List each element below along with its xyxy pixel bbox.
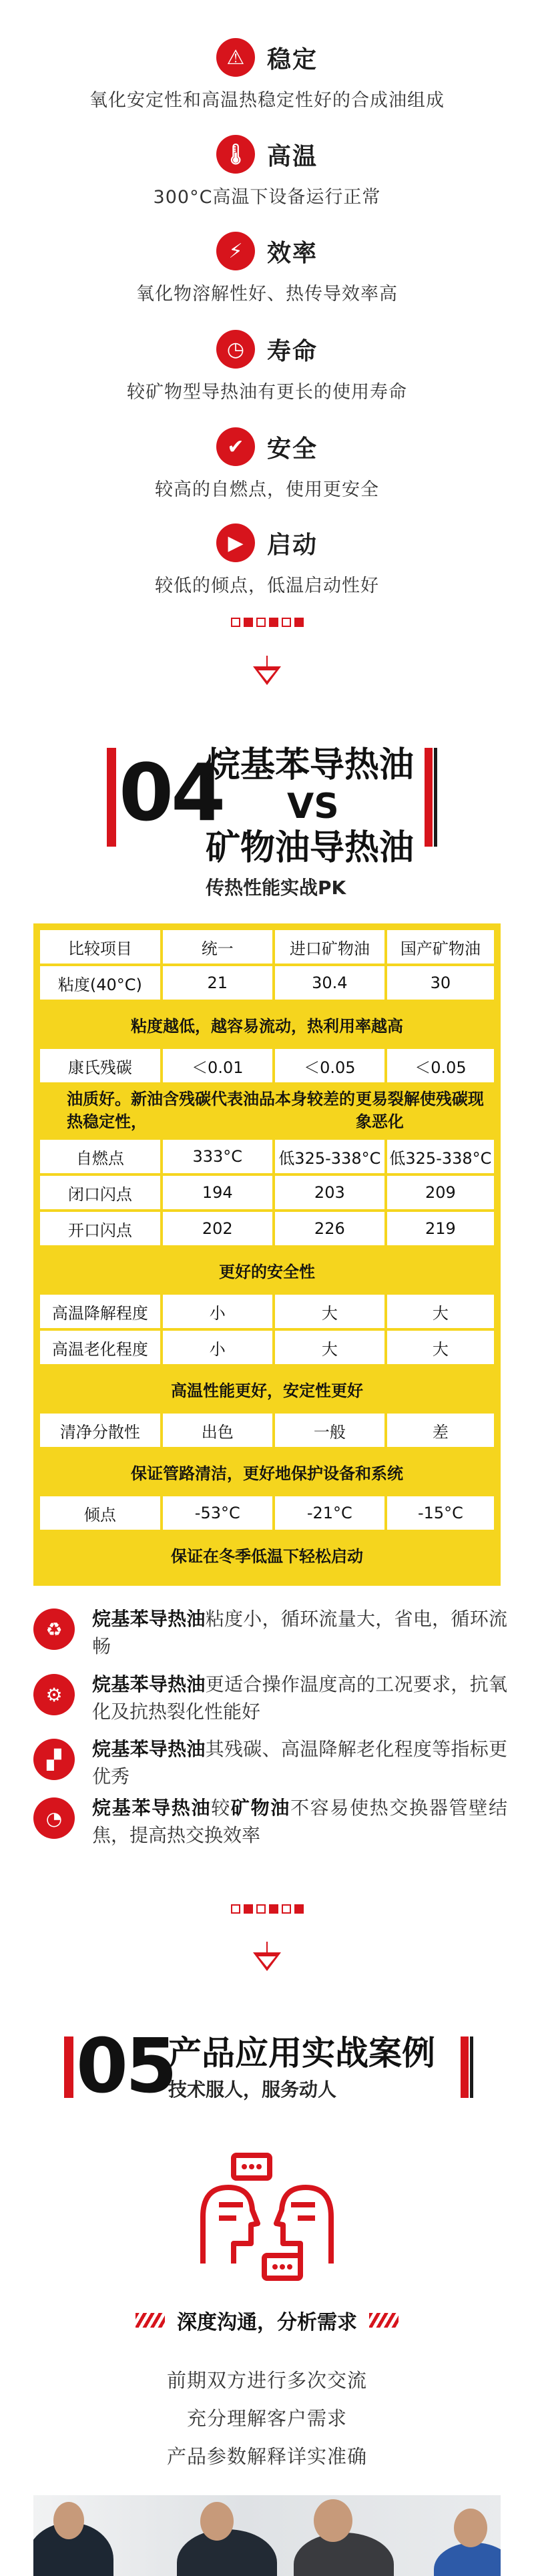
feature-description: 氧化物溶解性好、热传导效率高 <box>136 284 398 304</box>
person-head <box>454 2509 487 2547</box>
advantage-item <box>33 1795 507 1849</box>
conversation-icon <box>194 2150 340 2284</box>
feature-head <box>0 519 534 567</box>
advantage-body: 更适合操作温度高的工况要求，抗氧化及抗热裂化性能好 <box>92 1673 507 1723</box>
table-note: 高温性能更好，安定性更好 <box>171 1381 363 1400</box>
value-cell: 低325-338°C <box>275 1140 384 1173</box>
table-row <box>40 1176 494 1209</box>
dot <box>231 618 240 627</box>
value-cell: 大 <box>387 1331 494 1364</box>
row-label-cell: 高温老化程度 <box>40 1331 160 1364</box>
thermometer-icon: 🌡 <box>216 135 255 174</box>
dot <box>282 1904 291 1914</box>
table-row <box>40 1212 494 1245</box>
dot-active <box>294 1904 304 1914</box>
table-note <box>40 1085 494 1137</box>
feature-description: 氧化安定性和高温热稳定性好的合成油组成 <box>89 90 445 111</box>
clock-icon: ◷ <box>216 330 255 369</box>
row-label-cell: 清净分散性 <box>40 1414 160 1447</box>
feature-description: 较高的自燃点，使用更安全 <box>155 479 379 500</box>
timer-icon: ◔ <box>33 1797 75 1839</box>
value-cell: ＜0.01 <box>163 1049 272 1082</box>
value-cell: 小 <box>163 1331 272 1364</box>
value-cell: 低325-338°C <box>387 1140 494 1173</box>
table-row <box>40 1496 494 1530</box>
comparison-table <box>33 923 501 1586</box>
feature-item <box>0 519 534 597</box>
person-head <box>314 2499 352 2542</box>
section-number: 04 <box>119 746 224 839</box>
stripe-decoration <box>136 2313 165 2328</box>
down-arrow-icon <box>247 656 287 696</box>
play-icon: ▶ <box>216 523 255 562</box>
header-bar-right <box>425 748 433 847</box>
value-cell: 194 <box>163 1176 272 1209</box>
note-line: 更易裂解使残碳现象恶化 <box>355 1090 484 1131</box>
value-cell: 333°C <box>163 1140 272 1173</box>
value-cell: -15°C <box>387 1496 494 1530</box>
value-cell: 大 <box>275 1331 384 1364</box>
feature-head <box>0 130 534 178</box>
advantage-text <box>92 1671 507 1725</box>
value-cell: ＜0.05 <box>387 1049 494 1082</box>
advantage-item <box>33 1736 507 1790</box>
feature-description: 较矿物型导热油有更长的使用寿命 <box>127 382 407 403</box>
dot-active <box>294 618 304 627</box>
row-label-cell: 自燃点 <box>40 1140 160 1173</box>
feature-head <box>0 423 534 471</box>
value-cell: ＜0.05 <box>275 1049 384 1082</box>
value-cell: 21 <box>163 966 272 1000</box>
person-head <box>200 2502 234 2541</box>
meeting-photo <box>33 2495 501 2576</box>
text-line: 充分理解客户需求 <box>186 2407 347 2430</box>
header-bar-left <box>107 748 116 847</box>
advantage-compare: 矿物油 <box>230 1797 290 1819</box>
feature-title: 高温 <box>266 142 318 170</box>
value-cell: 226 <box>275 1212 384 1245</box>
advantage-text <box>92 1736 507 1790</box>
dot <box>256 1904 266 1914</box>
efficiency-icon: ⚡ <box>216 232 255 270</box>
advantage-item <box>33 1671 507 1725</box>
dot <box>231 1904 240 1914</box>
value-cell: 一般 <box>275 1414 384 1447</box>
person-head <box>53 2502 84 2539</box>
advantage-subject: 烷基苯导热油 <box>92 1673 206 1695</box>
table-note: 粘度越低，越容易流动，热利用率越高 <box>131 1016 403 1036</box>
text-line: 产品参数解释详实准确 <box>166 2445 367 2468</box>
table-header-row <box>40 930 494 963</box>
gear-icon: ⚙ <box>33 1674 75 1715</box>
stripe-decoration <box>369 2313 398 2328</box>
advantage-text <box>92 1606 507 1660</box>
pagination-dots <box>0 1904 534 1914</box>
advantage-text <box>92 1795 507 1849</box>
feature-title: 安全 <box>266 435 318 463</box>
blocks-icon: ▞ <box>33 1739 75 1780</box>
table-row <box>40 1295 494 1328</box>
row-label-cell: 粘度(40°C) <box>40 966 160 1000</box>
dot-active <box>269 618 278 627</box>
header-cell: 比较项目 <box>40 930 160 963</box>
table-note: 保证在冬季低温下轻松启动 <box>171 1546 363 1566</box>
table-note: 更好的安全性 <box>219 1262 315 1281</box>
value-cell: 大 <box>275 1295 384 1328</box>
warning-icon: ⚠ <box>216 38 255 77</box>
value-cell: 30 <box>387 966 494 1000</box>
table-row <box>40 1331 494 1364</box>
value-cell: 30.4 <box>275 966 384 1000</box>
row-label-cell: 开口闪点 <box>40 1212 160 1245</box>
value-cell: 小 <box>163 1295 272 1328</box>
header-bar-right <box>461 2036 469 2098</box>
header-bar-right-thin <box>470 2036 473 2098</box>
dot-active <box>269 1904 278 1914</box>
header-bar-left <box>64 2036 73 2098</box>
feature-title: 效率 <box>266 239 318 267</box>
subhead-text: 深度沟通，分析需求 <box>177 2311 357 2334</box>
advantage-item <box>33 1606 507 1660</box>
section-title-line1: 烷基苯导热油 <box>206 745 415 785</box>
section-subtitle: 技术服人，服务动人 <box>168 2079 337 2101</box>
dot <box>256 618 266 627</box>
value-cell: 219 <box>387 1212 494 1245</box>
advantage-body: 粘度小，循环流量大，省电，循环流畅 <box>92 1608 507 1657</box>
feature-item <box>0 423 534 501</box>
value-cell: 出色 <box>163 1414 272 1447</box>
advantage-subject: 烷基苯导热油 <box>92 1797 212 1819</box>
section-subtitle: 传热性能实战PK <box>206 877 346 899</box>
advantage-subject: 烷基苯导热油 <box>92 1738 206 1760</box>
section-title-line2: 矿物油导热油 <box>206 828 415 868</box>
value-cell: 203 <box>275 1176 384 1209</box>
feature-item <box>0 325 534 403</box>
feature-head <box>0 227 534 275</box>
dot-active <box>244 618 253 627</box>
header-cell: 进口矿物油 <box>275 930 384 963</box>
feature-item <box>0 227 534 305</box>
advantage-connector: 较 <box>211 1797 231 1819</box>
dot <box>282 618 291 627</box>
feature-head <box>0 33 534 81</box>
down-arrow-icon <box>247 1942 287 1982</box>
table-row <box>40 966 494 1000</box>
text-line: 前期双方进行多次交流 <box>166 2369 367 2392</box>
advantage-body: 不容易使热交换器管壁结焦，提高热交换效率 <box>92 1797 507 1846</box>
header-cell: 国产矿物油 <box>387 930 494 963</box>
value-cell: 209 <box>387 1176 494 1209</box>
value-cell: 大 <box>387 1295 494 1328</box>
feature-head <box>0 325 534 373</box>
section-title-vs: VS <box>287 787 339 827</box>
value-cell: -21°C <box>275 1496 384 1530</box>
pagination-dots <box>0 618 534 627</box>
value-cell: -53°C <box>163 1496 272 1530</box>
table-row <box>40 1049 494 1082</box>
value-cell: 202 <box>163 1212 272 1245</box>
row-label-cell: 倾点 <box>40 1496 160 1530</box>
row-label-cell: 高温降解程度 <box>40 1295 160 1328</box>
feature-title: 寿命 <box>266 337 318 365</box>
section-title: 产品应用实战案例 <box>168 2034 435 2073</box>
feature-description: 较低的倾点，低温启动性好 <box>155 576 379 596</box>
feature-title: 启动 <box>266 531 318 559</box>
advantage-subject: 烷基苯导热油 <box>92 1608 206 1630</box>
table-note: 保证管路清洁，更好地保护设备和系统 <box>131 1464 403 1483</box>
table-row <box>40 1414 494 1447</box>
advantage-body: 其残碳、高温降解老化程度等指标更优秀 <box>92 1738 507 1787</box>
value-cell: 差 <box>387 1414 494 1447</box>
table-row <box>40 1140 494 1173</box>
row-label-cell: 闭口闪点 <box>40 1176 160 1209</box>
feature-item <box>0 130 534 208</box>
feature-description: 300°C高温下设备运行正常 <box>153 187 381 208</box>
feature-item <box>0 33 534 112</box>
feature-title: 稳定 <box>266 45 318 73</box>
header-bar-right-thin <box>434 748 437 847</box>
header-cell: 统一 <box>163 930 272 963</box>
section-05-subhead <box>0 2306 534 2335</box>
section-number: 05 <box>76 2023 175 2110</box>
recycle-icon: ♻ <box>33 1608 75 1650</box>
section-05-lines <box>0 2362 534 2476</box>
note-line: 油质好。新油含残碳代表油品本身较差的热稳定性， <box>67 1090 355 1131</box>
row-label-cell: 康氏残碳 <box>40 1049 160 1082</box>
dot-active <box>244 1904 253 1914</box>
shield-check-icon: ✔ <box>216 427 255 466</box>
